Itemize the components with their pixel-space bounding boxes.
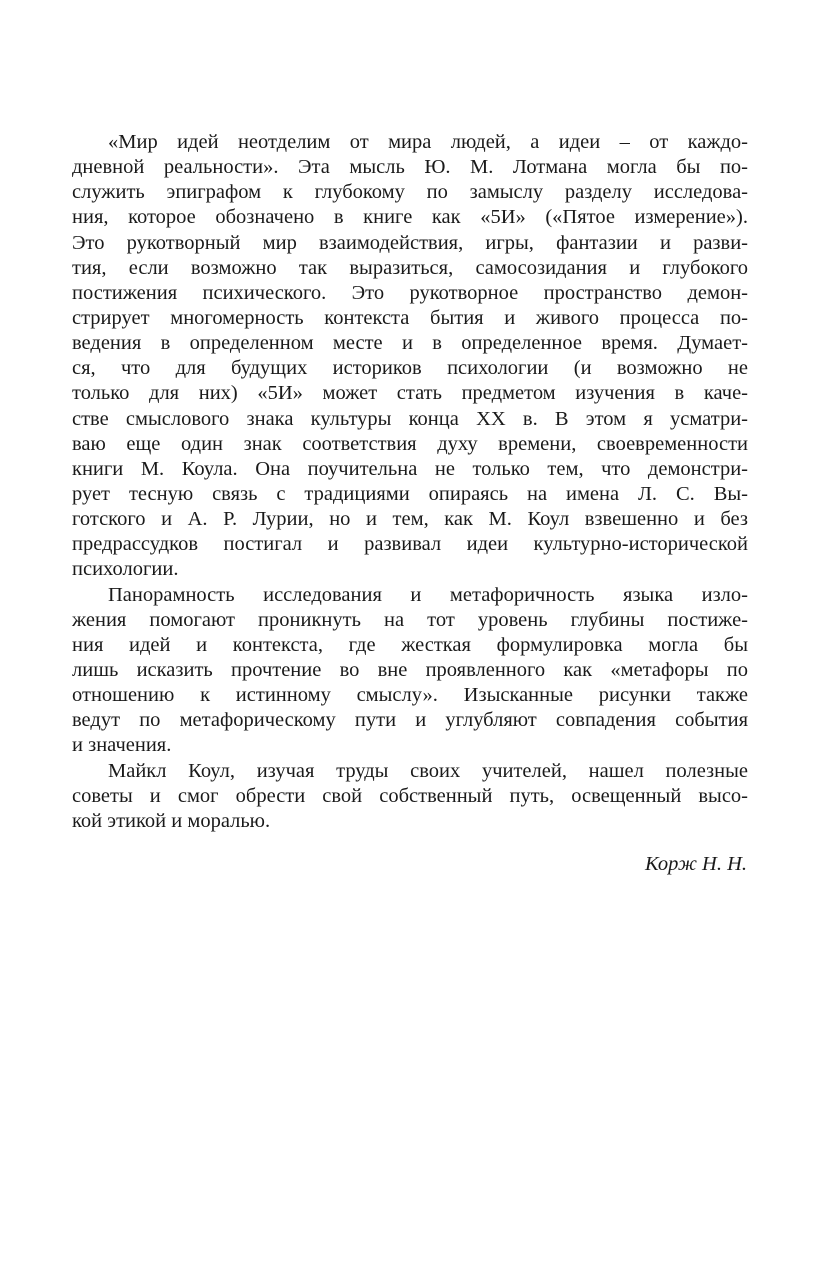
text-line: отношению к истинному смыслу». Изысканные рисунки также (72, 684, 748, 707)
text-line: и значения. (72, 734, 172, 757)
text-line: советы и смог обрести свой собственный путь, освещенный высо- (72, 784, 748, 807)
text-line: Майкл Коул, изучая труды своих учителей, нашел полезные (108, 759, 748, 782)
text-line: лишь исказить прочтение во вне проявленного как «метафоры по (72, 658, 748, 681)
author-signature: Корж Н. Н. (645, 853, 747, 875)
text-line: тия, если возможно так выразиться, самосозидания и глубокого (72, 256, 748, 279)
text-line: жения помогают проникнуть на тот уровень глубины постиже- (72, 608, 748, 631)
text-line: ния, которое обозначено в книге как «5И» («Пятое измерение»). (72, 206, 748, 229)
paragraph (72, 759, 748, 834)
text-line: только для них) «5И» может стать предметом изучения в каче- (72, 382, 748, 405)
text-line: ния идей и контекста, где жесткая формулировка могла бы (72, 633, 748, 656)
text-line: готского и А. Р. Лурии, но и тем, как М. Коул взвешенно и без (72, 508, 748, 531)
text-line: «Мир идей неотделим от мира людей, а идеи – от каждо- (108, 131, 748, 153)
text-line: дневной реальности». Эта мысль Ю. М. Лотмана могла бы по- (72, 156, 748, 179)
text-line: рует тесную связь с традициями опираясь на имена Л. С. Вы- (72, 482, 748, 505)
text-line: постижения психического. Это рукотворное пространство демон- (72, 281, 748, 304)
paragraph (72, 583, 748, 759)
text-line: Панорамность исследования и метафоричность языка изло- (108, 583, 748, 606)
paragraph (72, 130, 748, 583)
text-line: ведут по метафорическому пути и углубляют совпадения события (72, 709, 748, 732)
text-line: стве смыслового знака культуры конца XX в. В этом я усматри- (72, 407, 748, 430)
text-line: ся, что для будущих историков психологии (и возможно не (72, 357, 748, 380)
text-line: предрассудков постигал и развивал идеи культурно-исторической (72, 533, 748, 556)
body-text (72, 130, 748, 834)
text-line: психологии. (72, 558, 179, 581)
text-line: кой этикой и моралью. (72, 809, 271, 832)
text-line: Это рукотворный мир взаимодействия, игры, фантазии и разви- (72, 231, 748, 254)
text-line: ваю еще один знак соответствия духу времени, своевременности (72, 432, 748, 455)
text-line: ведения в определенном месте и в определенное время. Думает- (72, 332, 748, 355)
text-line: книги М. Коула. Она поучительна не только тем, что демонстри- (72, 457, 748, 480)
text-line: стрирует многомерность контекста бытия и живого процесса по- (72, 306, 748, 329)
text-line: служить эпиграфом к глубокому по замыслу разделу исследова- (72, 181, 748, 204)
